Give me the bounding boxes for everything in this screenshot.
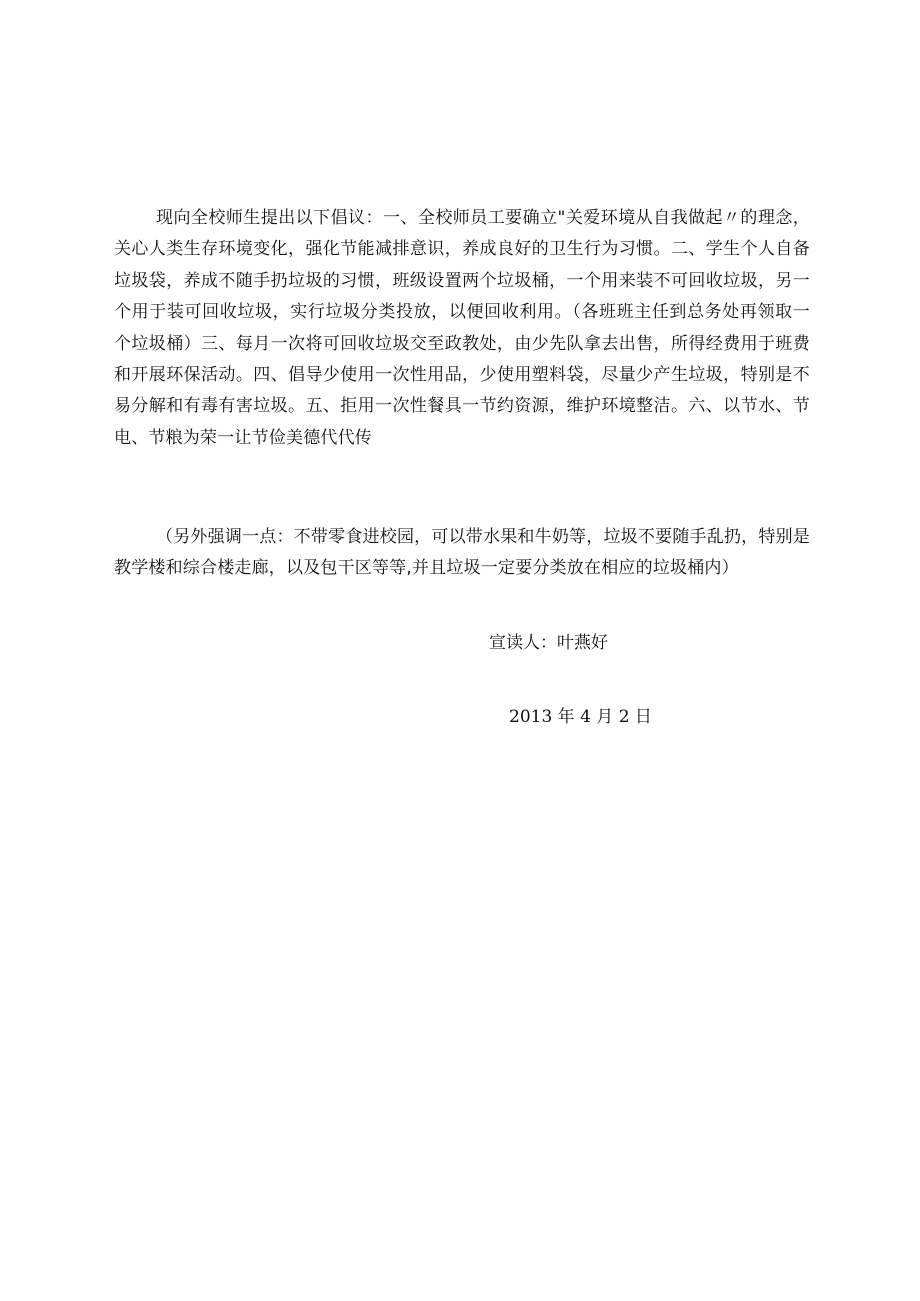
- additional-note-paragraph: （另外强调一点：不带零食进校园，可以带水果和牛奶等，垃圾不要随手乱扔，特别是教学楼和综合楼走廊，以及包干区等等,并且垃圾一定要分类放在相应的垃圾桶内）: [114, 527, 810, 579]
- reader-signature: 宣读人：叶燕好: [489, 633, 608, 653]
- proposal-paragraph: 现向全校师生提出以下倡议：一、全校师员工要确立"关爱环境从自我做起〃的理念，关心人类生存环境变化，强化节能减排意识，养成良好的卫生行为习惯。二、学生个人自备垃圾袋，养成不随手扔垃圾的习惯，班级设置两个垃圾桶，一个用来装不可回收垃圾，另一个用于装可回收垃圾，实行垃圾分类投放，以便回收利用。（各班班主任到总务处再领取一个垃圾桶）三、每月一次将可回收垃圾交至政教处，由少先队拿去出售，所得经费用于班费和开展环保活动。四、倡导少使用一次性用品，少使用塑料袋，尽量少产生垃圾，特别是不易分解和有毒有害垃圾。五、拒用一次性餐具一节约资源，维护环境整洁。六、以节水、节电、节粮为荣一让节俭美德代代传: [114, 208, 810, 448]
- document-date: 2013 年 4 月 2 日: [509, 707, 652, 727]
